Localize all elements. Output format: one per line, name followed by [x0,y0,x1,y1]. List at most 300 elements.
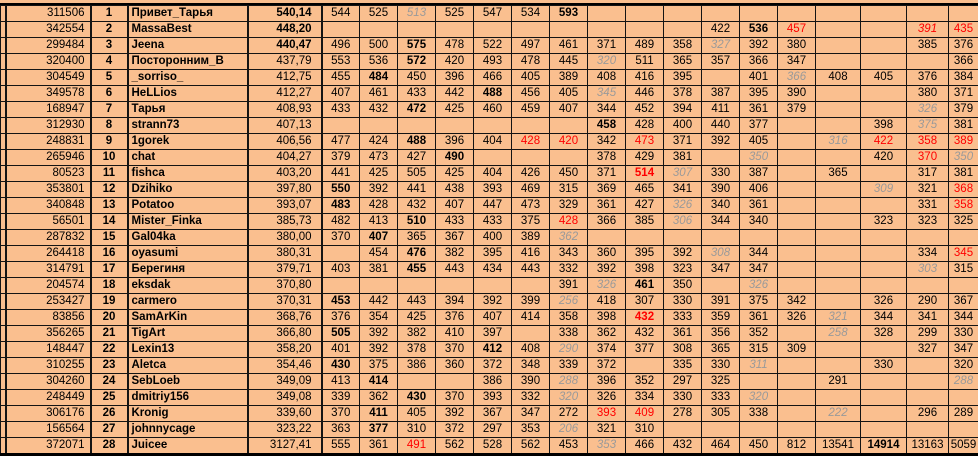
value-cell[interactable]: 442 [436,86,474,102]
value-cell[interactable]: 338 [550,326,588,342]
value-cell[interactable]: 345 [949,246,978,262]
value-cell[interactable]: 365 [702,342,740,358]
value-cell[interactable] [360,22,398,38]
player-id-cell[interactable]: 204574 [6,278,91,294]
value-cell[interactable]: 593 [550,6,588,22]
value-cell[interactable]: 555 [322,438,360,455]
value-cell[interactable]: 418 [588,294,626,310]
value-cell[interactable]: 343 [550,246,588,262]
value-cell[interactable]: 321 [588,422,626,438]
value-cell[interactable]: 308 [702,246,740,262]
value-cell[interactable]: 315 [550,182,588,198]
value-cell[interactable]: 433 [398,86,436,102]
rank-cell[interactable]: 6 [91,86,128,102]
value-cell[interactable]: 371 [588,38,626,54]
value-cell[interactable]: 288 [550,374,588,390]
value-cell[interactable] [861,102,907,118]
value-cell[interactable]: 340 [740,214,778,230]
value-cell[interactable]: 511 [626,54,664,70]
player-name-cell[interactable]: strann73 [128,118,248,134]
value-cell[interactable]: 352 [626,374,664,390]
value-cell[interactable]: 347 [778,54,816,70]
rank-cell[interactable]: 22 [91,342,128,358]
player-id-cell[interactable]: 353801 [6,182,91,198]
player-id-cell[interactable]: 287832 [6,230,91,246]
value-cell[interactable]: 461 [550,38,588,54]
value-cell[interactable] [816,390,861,406]
rank-cell[interactable]: 4 [91,54,128,70]
value-cell[interactable]: 522 [474,38,512,54]
value-cell[interactable] [816,294,861,310]
value-cell[interactable]: 344 [702,214,740,230]
value-cell[interactable] [550,150,588,166]
value-cell[interactable]: 375 [907,118,949,134]
value-cell[interactable] [949,6,978,22]
value-cell[interactable]: 395 [740,86,778,102]
value-cell[interactable] [949,230,978,246]
value-cell[interactable]: 358 [907,134,949,150]
rank-cell[interactable]: 7 [91,102,128,118]
value-cell[interactable]: 347 [512,406,550,422]
player-name-cell[interactable]: carmero [128,294,248,310]
value-cell[interactable]: 562 [436,438,474,455]
value-cell[interactable]: 440 [702,118,740,134]
player-name-cell[interactable]: HeLLios [128,86,248,102]
value-cell[interactable]: 432 [398,198,436,214]
value-cell[interactable]: 365 [816,166,861,182]
score-cell[interactable]: 540,14 [248,6,322,22]
rank-cell[interactable]: 19 [91,294,128,310]
value-cell[interactable] [861,374,907,390]
value-cell[interactable]: 497 [512,38,550,54]
player-id-cell[interactable]: 80523 [6,166,91,182]
value-cell[interactable]: 330 [664,390,702,406]
rank-cell[interactable]: 27 [91,422,128,438]
rank-cell[interactable]: 3 [91,38,128,54]
value-cell[interactable]: 326 [588,390,626,406]
value-cell[interactable]: 321 [816,310,861,326]
value-cell[interactable]: 396 [588,374,626,390]
value-cell[interactable]: 429 [626,150,664,166]
value-cell[interactable] [816,422,861,438]
value-cell[interactable] [778,262,816,278]
score-cell[interactable]: 358,20 [248,342,322,358]
value-cell[interactable] [588,6,626,22]
value-cell[interactable]: 362 [588,326,626,342]
value-cell[interactable] [512,150,550,166]
value-cell[interactable]: 459 [512,102,550,118]
value-cell[interactable]: 450 [740,438,778,455]
value-cell[interactable]: 352 [740,326,778,342]
value-cell[interactable] [816,6,861,22]
value-cell[interactable]: 290 [907,294,949,310]
value-cell[interactable] [778,326,816,342]
value-cell[interactable]: 331 [907,198,949,214]
value-cell[interactable]: 407 [322,86,360,102]
value-cell[interactable]: 461 [360,86,398,102]
value-cell[interactable]: 443 [436,262,474,278]
value-cell[interactable] [778,198,816,214]
value-cell[interactable] [778,358,816,374]
rank-cell[interactable]: 20 [91,310,128,326]
value-cell[interactable]: 370 [436,342,474,358]
value-cell[interactable]: 438 [436,182,474,198]
value-cell[interactable] [816,358,861,374]
value-cell[interactable]: 320 [550,390,588,406]
value-cell[interactable]: 309 [861,182,907,198]
value-cell[interactable]: 411 [702,102,740,118]
score-cell[interactable]: 440,47 [248,38,322,54]
value-cell[interactable]: 291 [816,374,861,390]
value-cell[interactable]: 433 [322,102,360,118]
value-cell[interactable] [816,246,861,262]
player-name-cell[interactable]: Привет_Тарья [128,6,248,22]
value-cell[interactable] [778,374,816,390]
score-cell[interactable]: 403,20 [248,166,322,182]
player-name-cell[interactable]: Посторонним_В [128,54,248,70]
value-cell[interactable]: 403 [322,262,360,278]
value-cell[interactable]: 325 [702,374,740,390]
value-cell[interactable]: 536 [740,22,778,38]
value-cell[interactable]: 500 [360,38,398,54]
value-cell[interactable]: 464 [702,438,740,455]
value-cell[interactable]: 422 [702,22,740,38]
value-cell[interactable]: 425 [436,102,474,118]
rank-cell[interactable]: 14 [91,214,128,230]
value-cell[interactable]: 333 [664,310,702,326]
score-cell[interactable]: 354,46 [248,358,322,374]
value-cell[interactable]: 469 [512,182,550,198]
score-cell[interactable]: 437,79 [248,54,322,70]
value-cell[interactable]: 430 [398,390,436,406]
value-cell[interactable]: 366 [740,54,778,70]
value-cell[interactable] [861,198,907,214]
value-cell[interactable]: 320 [588,54,626,70]
value-cell[interactable]: 405 [740,134,778,150]
value-cell[interactable] [702,422,740,438]
value-cell[interactable]: 303 [907,262,949,278]
value-cell[interactable]: 455 [322,70,360,86]
value-cell[interactable]: 406 [740,182,778,198]
value-cell[interactable]: 575 [398,38,436,54]
value-cell[interactable]: 382 [398,326,436,342]
value-cell[interactable]: 407 [360,230,398,246]
value-cell[interactable] [816,150,861,166]
value-cell[interactable] [474,22,512,38]
value-cell[interactable]: 323 [907,214,949,230]
value-cell[interactable] [740,230,778,246]
value-cell[interactable] [861,390,907,406]
value-cell[interactable]: 342 [588,134,626,150]
rank-cell[interactable]: 16 [91,246,128,262]
score-cell[interactable]: 380,00 [248,230,322,246]
value-cell[interactable]: 525 [436,6,474,22]
value-cell[interactable]: 321 [907,182,949,198]
value-cell[interactable]: 356 [702,326,740,342]
value-cell[interactable] [626,230,664,246]
value-cell[interactable]: 357 [702,54,740,70]
player-name-cell[interactable]: Lexin13 [128,342,248,358]
score-cell[interactable]: 339,60 [248,406,322,422]
value-cell[interactable]: 478 [436,38,474,54]
player-id-cell[interactable]: 304549 [6,70,91,86]
value-cell[interactable]: 457 [778,22,816,38]
value-cell[interactable]: 334 [907,246,949,262]
value-cell[interactable] [778,166,816,182]
rank-cell[interactable]: 28 [91,438,128,455]
score-cell[interactable]: 412,75 [248,70,322,86]
value-cell[interactable]: 432 [360,102,398,118]
value-cell[interactable]: 372 [588,358,626,374]
value-cell[interactable] [436,22,474,38]
value-cell[interactable]: 327 [907,342,949,358]
player-id-cell[interactable]: 264418 [6,246,91,262]
value-cell[interactable]: 488 [398,134,436,150]
value-cell[interactable]: 414 [512,310,550,326]
value-cell[interactable]: 385 [907,38,949,54]
player-id-cell[interactable]: 168947 [6,102,91,118]
score-cell[interactable]: 397,80 [248,182,322,198]
value-cell[interactable] [861,230,907,246]
value-cell[interactable]: 370 [322,406,360,422]
value-cell[interactable]: 347 [740,262,778,278]
value-cell[interactable] [861,22,907,38]
rank-cell[interactable]: 15 [91,230,128,246]
value-cell[interactable] [512,118,550,134]
value-cell[interactable] [512,278,550,294]
value-cell[interactable]: 400 [664,118,702,134]
value-cell[interactable]: 14914 [861,438,907,455]
value-cell[interactable]: 416 [626,70,664,86]
value-cell[interactable]: 366 [949,54,978,70]
value-cell[interactable]: 308 [664,342,702,358]
score-cell[interactable]: 448,20 [248,22,322,38]
value-cell[interactable]: 350 [949,150,978,166]
value-cell[interactable]: 363 [322,422,360,438]
value-cell[interactable]: 424 [360,134,398,150]
value-cell[interactable]: 393 [474,390,512,406]
score-cell[interactable]: 370,31 [248,294,322,310]
score-cell[interactable]: 406,56 [248,134,322,150]
value-cell[interactable]: 812 [778,438,816,455]
value-cell[interactable] [588,22,626,38]
player-name-cell[interactable]: 1gorek [128,134,248,150]
value-cell[interactable]: 404 [474,166,512,182]
value-cell[interactable]: 289 [949,406,978,422]
score-cell[interactable]: 404,27 [248,150,322,166]
value-cell[interactable] [907,358,949,374]
value-cell[interactable]: 344 [588,102,626,118]
value-cell[interactable]: 428 [550,214,588,230]
value-cell[interactable] [861,422,907,438]
player-name-cell[interactable]: MassaBest [128,22,248,38]
rank-cell[interactable]: 1 [91,6,128,22]
value-cell[interactable]: 426 [512,166,550,182]
value-cell[interactable] [474,150,512,166]
value-cell[interactable]: 278 [664,406,702,422]
value-cell[interactable]: 353 [588,438,626,455]
value-cell[interactable]: 376 [436,310,474,326]
value-cell[interactable]: 365 [664,54,702,70]
value-cell[interactable]: 505 [398,166,436,182]
player-id-cell[interactable]: 310255 [6,358,91,374]
rank-cell[interactable]: 24 [91,374,128,390]
value-cell[interactable]: 398 [626,262,664,278]
score-cell[interactable]: 349,08 [248,390,322,406]
value-cell[interactable]: 374 [588,342,626,358]
value-cell[interactable]: 413 [360,214,398,230]
score-cell[interactable]: 385,73 [248,214,322,230]
value-cell[interactable] [816,182,861,198]
value-cell[interactable]: 407 [474,310,512,326]
value-cell[interactable]: 404 [474,134,512,150]
value-cell[interactable] [778,246,816,262]
player-name-cell[interactable]: TigArt [128,326,248,342]
value-cell[interactable]: 432 [626,326,664,342]
value-cell[interactable]: 450 [398,70,436,86]
player-name-cell[interactable]: chat [128,150,248,166]
value-cell[interactable]: 401 [740,70,778,86]
value-cell[interactable]: 361 [360,438,398,455]
value-cell[interactable]: 328 [861,326,907,342]
value-cell[interactable]: 399 [512,294,550,310]
value-cell[interactable]: 386 [398,358,436,374]
value-cell[interactable]: 458 [588,118,626,134]
value-cell[interactable]: 381 [360,262,398,278]
value-cell[interactable]: 370 [322,230,360,246]
value-cell[interactable]: 398 [588,310,626,326]
value-cell[interactable]: 367 [474,406,512,422]
value-cell[interactable] [474,118,512,134]
value-cell[interactable] [861,38,907,54]
value-cell[interactable]: 453 [550,438,588,455]
value-cell[interactable]: 376 [322,310,360,326]
player-id-cell[interactable]: 356265 [6,326,91,342]
value-cell[interactable] [907,390,949,406]
value-cell[interactable]: 477 [322,134,360,150]
value-cell[interactable]: 378 [588,150,626,166]
value-cell[interactable]: 360 [436,358,474,374]
value-cell[interactable]: 395 [626,246,664,262]
value-cell[interactable] [907,54,949,70]
value-cell[interactable] [778,422,816,438]
value-cell[interactable]: 534 [512,6,550,22]
player-name-cell[interactable]: oyasumi [128,246,248,262]
value-cell[interactable] [861,246,907,262]
player-id-cell[interactable]: 349578 [6,86,91,102]
value-cell[interactable]: 562 [512,438,550,455]
value-cell[interactable] [436,278,474,294]
value-cell[interactable] [907,374,949,390]
value-cell[interactable]: 299 [907,326,949,342]
value-cell[interactable]: 297 [664,374,702,390]
value-cell[interactable]: 450 [550,166,588,182]
value-cell[interactable]: 550 [322,182,360,198]
value-cell[interactable]: 488 [474,86,512,102]
value-cell[interactable]: 323 [861,214,907,230]
value-cell[interactable]: 376 [949,38,978,54]
player-id-cell[interactable]: 372071 [6,438,91,455]
value-cell[interactable] [360,278,398,294]
score-cell[interactable]: 368,76 [248,310,322,326]
value-cell[interactable] [664,230,702,246]
player-name-cell[interactable]: fishca [128,166,248,182]
value-cell[interactable]: 330 [702,166,740,182]
value-cell[interactable]: 392 [474,294,512,310]
value-cell[interactable] [778,182,816,198]
player-name-cell[interactable]: Aletca [128,358,248,374]
value-cell[interactable] [861,342,907,358]
value-cell[interactable]: 361 [740,102,778,118]
value-cell[interactable]: 358 [550,310,588,326]
value-cell[interactable]: 433 [474,214,512,230]
value-cell[interactable]: 330 [702,358,740,374]
value-cell[interactable]: 400 [474,230,512,246]
score-cell[interactable]: 349,09 [248,374,322,390]
value-cell[interactable]: 396 [436,134,474,150]
value-cell[interactable] [778,406,816,422]
value-cell[interactable]: 392 [664,246,702,262]
value-cell[interactable]: 306 [664,214,702,230]
value-cell[interactable] [816,342,861,358]
value-cell[interactable]: 476 [398,246,436,262]
player-name-cell[interactable]: Kronig [128,406,248,422]
value-cell[interactable]: 390 [512,374,550,390]
value-cell[interactable]: 381 [949,118,978,134]
value-cell[interactable]: 315 [740,342,778,358]
value-cell[interactable]: 547 [474,6,512,22]
player-id-cell[interactable]: 265946 [6,150,91,166]
value-cell[interactable] [949,278,978,294]
value-cell[interactable]: 350 [664,278,702,294]
value-cell[interactable] [778,134,816,150]
value-cell[interactable] [702,6,740,22]
value-cell[interactable]: 310 [398,422,436,438]
value-cell[interactable]: 341 [907,310,949,326]
value-cell[interactable]: 339 [322,390,360,406]
value-cell[interactable]: 394 [436,294,474,310]
value-cell[interactable] [949,422,978,438]
value-cell[interactable]: 307 [626,294,664,310]
value-cell[interactable] [861,6,907,22]
value-cell[interactable] [816,198,861,214]
value-cell[interactable] [816,262,861,278]
value-cell[interactable]: 489 [626,38,664,54]
value-cell[interactable]: 391 [550,278,588,294]
score-cell[interactable]: 370,80 [248,278,322,294]
player-name-cell[interactable]: Mister_Finka [128,214,248,230]
value-cell[interactable] [702,70,740,86]
value-cell[interactable]: 420 [436,54,474,70]
value-cell[interactable]: 296 [907,406,949,422]
value-cell[interactable]: 367 [436,230,474,246]
value-cell[interactable]: 427 [398,150,436,166]
value-cell[interactable] [512,22,550,38]
value-cell[interactable]: 441 [398,182,436,198]
value-cell[interactable]: 288 [949,374,978,390]
value-cell[interactable]: 340 [702,198,740,214]
value-cell[interactable]: 358 [949,198,978,214]
value-cell[interactable]: 435 [949,22,978,38]
value-cell[interactable]: 416 [512,246,550,262]
player-id-cell[interactable]: 311506 [6,6,91,22]
value-cell[interactable]: 405 [398,406,436,422]
value-cell[interactable]: 397 [474,326,512,342]
value-cell[interactable] [702,230,740,246]
value-cell[interactable]: 454 [360,246,398,262]
value-cell[interactable]: 392 [360,342,398,358]
player-name-cell[interactable]: dmitriy156 [128,390,248,406]
